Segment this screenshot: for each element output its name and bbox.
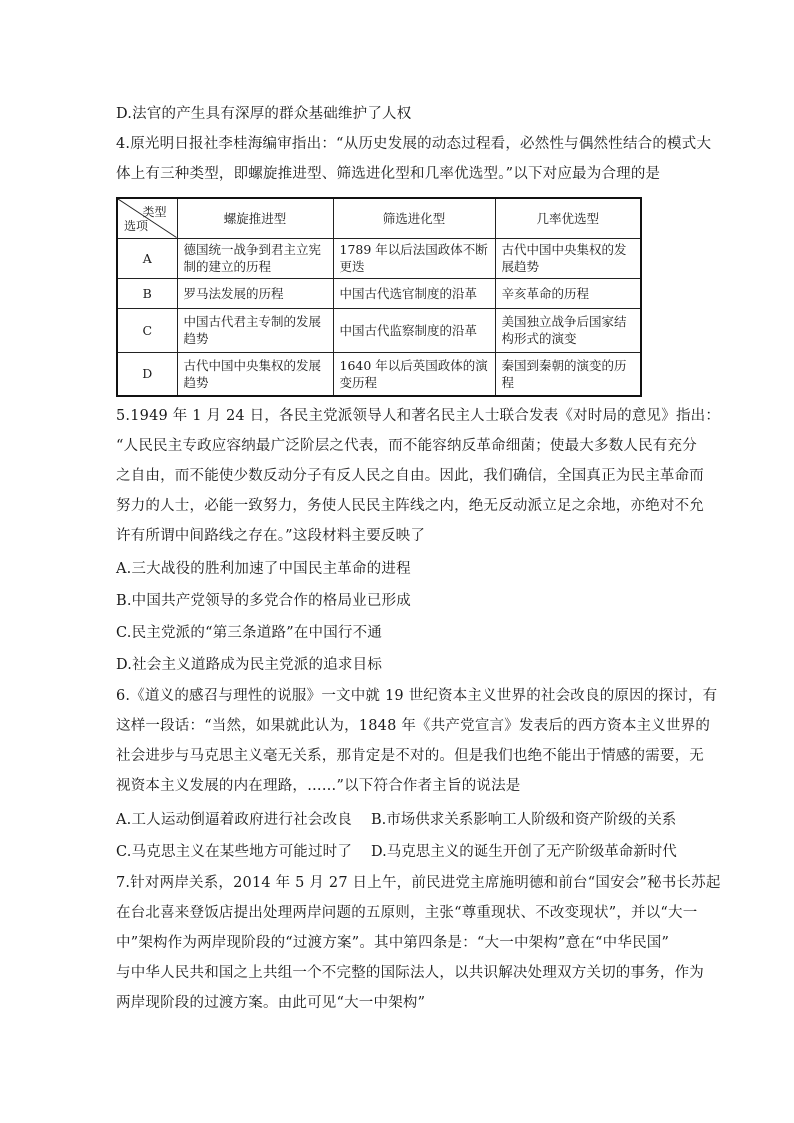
q4-answer-table <box>116 197 642 397</box>
q7-stem-line-5: 两岸现阶段的过渡方案。由此可见“大一中架构” <box>116 995 426 1011</box>
q6-option-d: D.马克思主义的诞生开创了无产阶级革命新时代 <box>371 844 677 860</box>
q6-stem-line-4: 视资本主义发展的内在理路，……”以下符合作者主旨的说法是 <box>116 778 521 794</box>
table-cell: 德国统一战争到君主立宪制的建立的历程 <box>177 238 333 278</box>
q5-stem-line-1: 5.1949 年 1 月 24 日，各民主党派领导人和著名民主人士联合发表《对时局的意见》指出： <box>116 408 721 424</box>
q5-option-c: C.民主党派的“第三条道路”在中国行不通 <box>116 625 383 641</box>
table-cell: 1640 年以后英国政体的演变历程 <box>333 352 495 396</box>
table-corner-cell <box>117 198 177 238</box>
row-option: B <box>117 278 177 308</box>
q6-option-a: A.工人运动倒逼着政府进行社会改良 <box>116 812 352 828</box>
header-spiral: 螺旋推进型 <box>177 198 333 238</box>
q7-stem-line-1: 7.针对两岸关系，2014 年 5 月 27 日上午，前民进党主席施明德和前台“国安会”秘书长苏起 <box>116 875 721 891</box>
row-option: A <box>117 238 177 278</box>
corner-option-label: 选项 <box>124 218 149 233</box>
q6-option-b: B.市场供求关系影响工人阶级和资产阶级的关系 <box>371 812 677 828</box>
table-row <box>117 238 641 278</box>
table-row <box>117 278 641 308</box>
q5-stem-line-3: 之自由，而不能使少数反动分子有反人民之自由。因此，我们确信，全国真正为民主革命而 <box>116 468 704 484</box>
table-row <box>117 308 641 352</box>
q4-stem-line-1: 4.原光明日报社李桂海编审指出：“从历史发展的动态过程看，必然性与偶然性结合的模式大 <box>116 136 712 152</box>
q7-stem-line-4: 与中华人民共和国之上共组一个不完整的国际法人，以共识解决处理双方关切的事务，作为 <box>116 965 704 981</box>
table-cell: 中国古代选官制度的沿革 <box>333 278 495 308</box>
q5-stem-line-5: 许有所谓中间路线之存在。”这段材料主要反映了 <box>116 528 426 544</box>
table-cell: 古代中国中央集权的发展趋势 <box>495 238 641 278</box>
table-cell: 古代中国中央集权的发展趋势 <box>177 352 333 396</box>
q6-stem-line-3: 社会进步与马克思主义毫无关系，那肯定是不对的。但是我们也绝不能出于情感的需要，无 <box>116 748 704 764</box>
table-cell: 秦国到秦朝的演变的历程 <box>495 352 641 396</box>
q5-option-a: A.三大战役的胜利加速了中国民主革命的进程 <box>116 561 411 577</box>
q5-stem-line-4: 努力的人士，必能一致努力，务使人民民主阵线之内，绝无反动派立足之余地，亦绝对不允 <box>116 498 704 514</box>
table-row <box>117 352 641 396</box>
table-cell: 1789 年以后法国政体不断更迭 <box>333 238 495 278</box>
q6-stem-line-1: 6.《道义的感召与理性的说服》一文中就 19 世纪资本主义世界的社会改良的原因的探讨，有 <box>116 688 718 704</box>
q3-option-d: D.法官的产生具有深厚的群众基础维护了人权 <box>116 106 412 122</box>
q5-stem-line-2: “人民民主专政应容纳最广泛阶层之代表，而不能容纳反革命细菌；使最大多数人民有充分 <box>116 438 697 454</box>
header-filter: 筛选进化型 <box>333 198 495 238</box>
q7-stem-line-3: 中”架构作为两岸现阶段的“过渡方案”。其中第四条是：“大一中架构”意在“中华民国” <box>116 935 670 951</box>
row-option: D <box>117 352 177 396</box>
table-cell: 罗马法发展的历程 <box>177 278 333 308</box>
q5-option-d: D.社会主义道路成为民主党派的追求目标 <box>116 657 383 673</box>
row-option: C <box>117 308 177 352</box>
table-cell: 美国独立战争后国家结构形式的演变 <box>495 308 641 352</box>
table-cell: 辛亥革命的历程 <box>495 278 641 308</box>
table-cell: 中国古代君主专制的发展趋势 <box>177 308 333 352</box>
q6-option-c: C.马克思主义在某些地方可能过时了 <box>116 844 353 860</box>
corner-type-label: 类型 <box>142 205 167 219</box>
table-cell: 中国古代监察制度的沿革 <box>333 308 495 352</box>
q6-stem-line-2: 这样一段话：“当然，如果就此认为，1848 年《共产党宣言》发表后的西方资本主义世界的 <box>116 718 711 734</box>
header-probability: 几率优选型 <box>495 198 641 238</box>
q5-option-b: B.中国共产党领导的多党合作的格局业已形成 <box>116 593 411 609</box>
q7-stem-line-2: 在台北喜来登饭店提出处理两岸问题的五原则，主张“尊重现状、不改变现状”，并以“大一 <box>116 905 698 921</box>
q4-stem-line-2: 体上有三种类型，即螺旋推进型、筛选进化型和几率优选型。”以下对应最为合理的是 <box>116 166 661 182</box>
